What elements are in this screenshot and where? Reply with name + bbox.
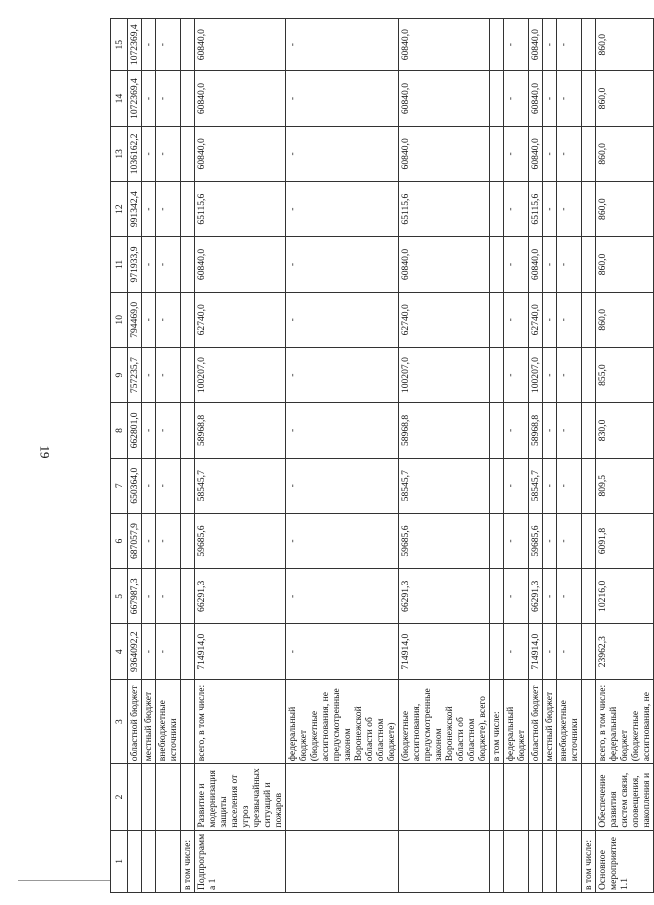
column-number-header: 4 xyxy=(111,624,128,679)
value-cell: 58968,8 xyxy=(529,403,543,458)
value-cell: 860,0 xyxy=(596,19,654,71)
rotated-page xyxy=(110,13,652,893)
value-cell: 971933,9 xyxy=(128,237,142,292)
source-cell: областной бюджет xyxy=(128,679,142,763)
value-cell xyxy=(582,182,596,237)
value-cell: 60840,0 xyxy=(195,126,286,181)
table-row xyxy=(399,19,490,893)
value-cell: 1072369,4 xyxy=(128,71,142,126)
value-cell: - xyxy=(504,71,529,126)
value-cell: - xyxy=(504,569,529,624)
program-name-cell: в том числе: xyxy=(582,830,596,892)
value-cell: - xyxy=(557,182,582,237)
value-cell: 60840,0 xyxy=(195,19,286,71)
program-name-cell xyxy=(156,830,181,892)
value-cell xyxy=(490,182,504,237)
title-cell xyxy=(181,764,195,830)
value-cell: 60840,0 xyxy=(529,19,543,71)
source-cell: всего, в том числе: федеральный бюджет (бюджетные ассигнования, не xyxy=(596,679,654,763)
value-cell: - xyxy=(557,237,582,292)
value-cell: 60840,0 xyxy=(399,71,490,126)
title-cell xyxy=(490,764,504,830)
source-cell: местный бюджет xyxy=(543,679,557,763)
value-cell: 991342,4 xyxy=(128,182,142,237)
value-cell: - xyxy=(286,458,399,513)
value-cell: 59685,6 xyxy=(195,513,286,568)
title-cell xyxy=(142,764,156,830)
value-cell xyxy=(181,19,195,71)
value-cell: 59685,6 xyxy=(529,513,543,568)
value-cell: 60840,0 xyxy=(399,19,490,71)
source-cell: федеральный бюджет (бюджетные ассигнования, не предусмотренные законом Воронежской области об областном бюджете) xyxy=(286,679,399,763)
value-cell: 10216,0 xyxy=(596,569,654,624)
value-cell: - xyxy=(286,182,399,237)
value-cell: 23962,3 xyxy=(596,624,654,679)
value-cell: - xyxy=(504,347,529,402)
value-cell: - xyxy=(286,71,399,126)
value-cell: - xyxy=(142,182,156,237)
value-cell: - xyxy=(156,513,181,568)
table-row xyxy=(529,19,543,893)
value-cell: - xyxy=(557,458,582,513)
value-cell xyxy=(490,71,504,126)
value-cell: 860,0 xyxy=(596,71,654,126)
value-cell xyxy=(181,71,195,126)
table-row xyxy=(504,19,529,893)
program-name-cell xyxy=(543,830,557,892)
table-row xyxy=(195,19,286,893)
title-cell xyxy=(399,764,490,830)
value-cell: - xyxy=(543,292,557,347)
value-cell: - xyxy=(504,403,529,458)
value-cell: - xyxy=(543,403,557,458)
column-number-header: 6 xyxy=(111,513,128,568)
value-cell xyxy=(490,126,504,181)
column-number-row xyxy=(111,19,128,893)
value-cell: 58545,7 xyxy=(529,458,543,513)
column-number-header: 2 xyxy=(111,764,128,830)
title-cell xyxy=(557,764,582,830)
value-cell: - xyxy=(142,624,156,679)
value-cell: - xyxy=(504,458,529,513)
value-cell: - xyxy=(286,126,399,181)
title-cell xyxy=(504,764,529,830)
value-cell: 794469,0 xyxy=(128,292,142,347)
value-cell: 809,5 xyxy=(596,458,654,513)
value-cell xyxy=(582,237,596,292)
source-cell: в том числе: xyxy=(490,679,504,763)
column-number-header: 3 xyxy=(111,679,128,763)
value-cell xyxy=(490,292,504,347)
value-cell: 860,0 xyxy=(596,126,654,181)
value-cell: - xyxy=(504,19,529,71)
value-cell xyxy=(582,19,596,71)
title-cell xyxy=(156,764,181,830)
value-cell: - xyxy=(504,182,529,237)
column-number-header: 11 xyxy=(111,237,128,292)
column-number-header: 10 xyxy=(111,292,128,347)
value-cell xyxy=(181,403,195,458)
value-cell: - xyxy=(286,19,399,71)
value-cell: 62740,0 xyxy=(529,292,543,347)
value-cell xyxy=(490,624,504,679)
value-cell: 60840,0 xyxy=(399,237,490,292)
value-cell: - xyxy=(142,237,156,292)
value-cell: 65115,6 xyxy=(195,182,286,237)
value-cell xyxy=(181,292,195,347)
value-cell: 6091,8 xyxy=(596,513,654,568)
table-row xyxy=(156,19,181,893)
value-cell: 58545,7 xyxy=(195,458,286,513)
value-cell: 1072369,4 xyxy=(128,19,142,71)
value-cell: - xyxy=(156,624,181,679)
value-cell: 9364092,2 xyxy=(128,624,142,679)
value-cell xyxy=(181,347,195,402)
program-name-cell: в том числе: xyxy=(181,830,195,892)
value-cell: - xyxy=(557,569,582,624)
value-cell: 662801,0 xyxy=(128,403,142,458)
value-cell: 66291,3 xyxy=(399,569,490,624)
value-cell: 58545,7 xyxy=(399,458,490,513)
program-name-cell xyxy=(399,830,490,892)
value-cell: - xyxy=(504,237,529,292)
value-cell: 650364,0 xyxy=(128,458,142,513)
value-cell: 65115,6 xyxy=(399,182,490,237)
value-cell: - xyxy=(142,403,156,458)
value-cell: 860,0 xyxy=(596,182,654,237)
program-name-cell xyxy=(529,830,543,892)
value-cell: - xyxy=(504,513,529,568)
value-cell: 60840,0 xyxy=(529,237,543,292)
value-cell: 667987,3 xyxy=(128,569,142,624)
value-cell: - xyxy=(142,292,156,347)
value-cell xyxy=(490,403,504,458)
value-cell: - xyxy=(543,182,557,237)
value-cell: - xyxy=(156,19,181,71)
value-cell: 757235,7 xyxy=(128,347,142,402)
table-row xyxy=(557,19,582,893)
value-cell: - xyxy=(557,403,582,458)
value-cell: 60840,0 xyxy=(195,237,286,292)
value-cell: - xyxy=(156,403,181,458)
value-cell: - xyxy=(156,458,181,513)
source-cell: местный бюджет xyxy=(142,679,156,763)
value-cell: 60840,0 xyxy=(529,71,543,126)
title-cell: Обеспечение развития систем связи, оповещения, накопления и xyxy=(596,764,654,830)
value-cell: - xyxy=(557,71,582,126)
value-cell: 58968,8 xyxy=(399,403,490,458)
value-cell: 66291,3 xyxy=(529,569,543,624)
value-cell xyxy=(490,237,504,292)
value-cell: 60840,0 xyxy=(529,126,543,181)
program-name-cell: Подпрограмма 1 xyxy=(195,830,286,892)
value-cell: 60840,0 xyxy=(399,126,490,181)
value-cell xyxy=(582,347,596,402)
value-cell xyxy=(582,513,596,568)
value-cell: 100207,0 xyxy=(195,347,286,402)
value-cell: - xyxy=(557,347,582,402)
table-body xyxy=(128,19,654,893)
value-cell xyxy=(490,458,504,513)
table-row xyxy=(596,19,654,893)
source-cell: внебюджетные источники xyxy=(557,679,582,763)
value-cell: - xyxy=(557,126,582,181)
program-name-cell xyxy=(142,830,156,892)
column-number-header: 7 xyxy=(111,458,128,513)
value-cell xyxy=(181,126,195,181)
value-cell: 58968,8 xyxy=(195,403,286,458)
value-cell: - xyxy=(504,624,529,679)
value-cell: - xyxy=(142,126,156,181)
value-cell: - xyxy=(543,71,557,126)
table-row xyxy=(286,19,399,893)
value-cell: - xyxy=(543,624,557,679)
value-cell xyxy=(582,458,596,513)
value-cell: - xyxy=(142,347,156,402)
program-name-cell: Основное мероприятие 1.1 xyxy=(596,830,654,892)
value-cell: - xyxy=(557,292,582,347)
value-cell: 66291,3 xyxy=(195,569,286,624)
value-cell: - xyxy=(142,458,156,513)
value-cell: - xyxy=(286,624,399,679)
value-cell xyxy=(490,347,504,402)
value-cell: 65115,6 xyxy=(529,182,543,237)
value-cell: 830,0 xyxy=(596,403,654,458)
title-cell xyxy=(529,764,543,830)
value-cell: 714914,0 xyxy=(529,624,543,679)
value-cell: - xyxy=(543,126,557,181)
value-cell xyxy=(582,403,596,458)
value-cell: - xyxy=(557,624,582,679)
value-cell xyxy=(490,19,504,71)
value-cell: - xyxy=(156,569,181,624)
value-cell xyxy=(582,126,596,181)
column-number-header: 5 xyxy=(111,569,128,624)
value-cell: - xyxy=(286,292,399,347)
value-cell xyxy=(181,513,195,568)
title-cell: Развитие и модернизация защиты населения от угроз чрезвычайных ситуаций и пожаров xyxy=(195,764,286,830)
value-cell: - xyxy=(156,126,181,181)
table-row xyxy=(582,19,596,893)
value-cell: - xyxy=(156,347,181,402)
value-cell: - xyxy=(142,19,156,71)
value-cell xyxy=(181,458,195,513)
column-number-header: 8 xyxy=(111,403,128,458)
value-cell: - xyxy=(142,513,156,568)
table-row xyxy=(181,19,195,893)
value-cell: - xyxy=(543,347,557,402)
program-name-cell xyxy=(128,830,142,892)
table-row xyxy=(142,19,156,893)
value-cell: - xyxy=(504,126,529,181)
source-cell: областной бюджет xyxy=(529,679,543,763)
value-cell: - xyxy=(543,19,557,71)
column-number-header: 13 xyxy=(111,126,128,181)
column-number-header: 12 xyxy=(111,182,128,237)
source-cell: (бюджетные ассигнования, предусмотренные законом Воронежской области об областном бюджете), всего xyxy=(399,679,490,763)
value-cell xyxy=(490,513,504,568)
value-cell: - xyxy=(543,458,557,513)
value-cell xyxy=(582,624,596,679)
value-cell: - xyxy=(557,19,582,71)
column-number-header: 15 xyxy=(111,19,128,71)
value-cell xyxy=(181,182,195,237)
title-cell xyxy=(286,764,399,830)
value-cell: 60840,0 xyxy=(195,71,286,126)
value-cell: - xyxy=(504,292,529,347)
value-cell: 687057,9 xyxy=(128,513,142,568)
value-cell: - xyxy=(543,237,557,292)
source-cell: внебюджетные источники xyxy=(156,679,181,763)
value-cell: - xyxy=(286,347,399,402)
value-cell: 62740,0 xyxy=(399,292,490,347)
value-cell: - xyxy=(286,237,399,292)
title-cell xyxy=(128,764,142,830)
value-cell: - xyxy=(156,182,181,237)
page-number: 19 xyxy=(37,445,53,459)
left-margin-rule xyxy=(18,880,110,881)
value-cell: - xyxy=(286,403,399,458)
source-cell: всего, в том числе: xyxy=(195,679,286,763)
source-cell xyxy=(582,679,596,763)
column-number-header: 1 xyxy=(111,830,128,892)
source-cell: федеральный бюджет xyxy=(504,679,529,763)
value-cell: 100207,0 xyxy=(529,347,543,402)
title-cell xyxy=(582,764,596,830)
value-cell: - xyxy=(142,71,156,126)
value-cell xyxy=(181,569,195,624)
program-name-cell xyxy=(490,830,504,892)
value-cell: 860,0 xyxy=(596,292,654,347)
value-cell: - xyxy=(156,292,181,347)
value-cell: - xyxy=(286,569,399,624)
value-cell: 714914,0 xyxy=(195,624,286,679)
value-cell: - xyxy=(543,513,557,568)
value-cell xyxy=(490,569,504,624)
table-row xyxy=(490,19,504,893)
value-cell: 62740,0 xyxy=(195,292,286,347)
value-cell xyxy=(582,292,596,347)
value-cell: 855,0 xyxy=(596,347,654,402)
source-cell xyxy=(181,679,195,763)
value-cell: - xyxy=(156,237,181,292)
value-cell xyxy=(181,624,195,679)
value-cell xyxy=(582,569,596,624)
value-cell xyxy=(181,237,195,292)
value-cell: 100207,0 xyxy=(399,347,490,402)
program-name-cell xyxy=(286,830,399,892)
table-row xyxy=(128,19,142,893)
value-cell: 714914,0 xyxy=(399,624,490,679)
table-row xyxy=(543,19,557,893)
program-name-cell xyxy=(504,830,529,892)
column-number-header: 9 xyxy=(111,347,128,402)
program-name-cell xyxy=(557,830,582,892)
value-cell: 1036162,2 xyxy=(128,126,142,181)
value-cell: 860,0 xyxy=(596,237,654,292)
value-cell xyxy=(582,71,596,126)
value-cell: - xyxy=(286,513,399,568)
budget-table xyxy=(110,18,654,893)
value-cell: - xyxy=(142,569,156,624)
column-number-header: 14 xyxy=(111,71,128,126)
title-cell xyxy=(543,764,557,830)
value-cell: - xyxy=(543,569,557,624)
value-cell: - xyxy=(557,513,582,568)
value-cell: 59685,6 xyxy=(399,513,490,568)
value-cell: - xyxy=(156,71,181,126)
